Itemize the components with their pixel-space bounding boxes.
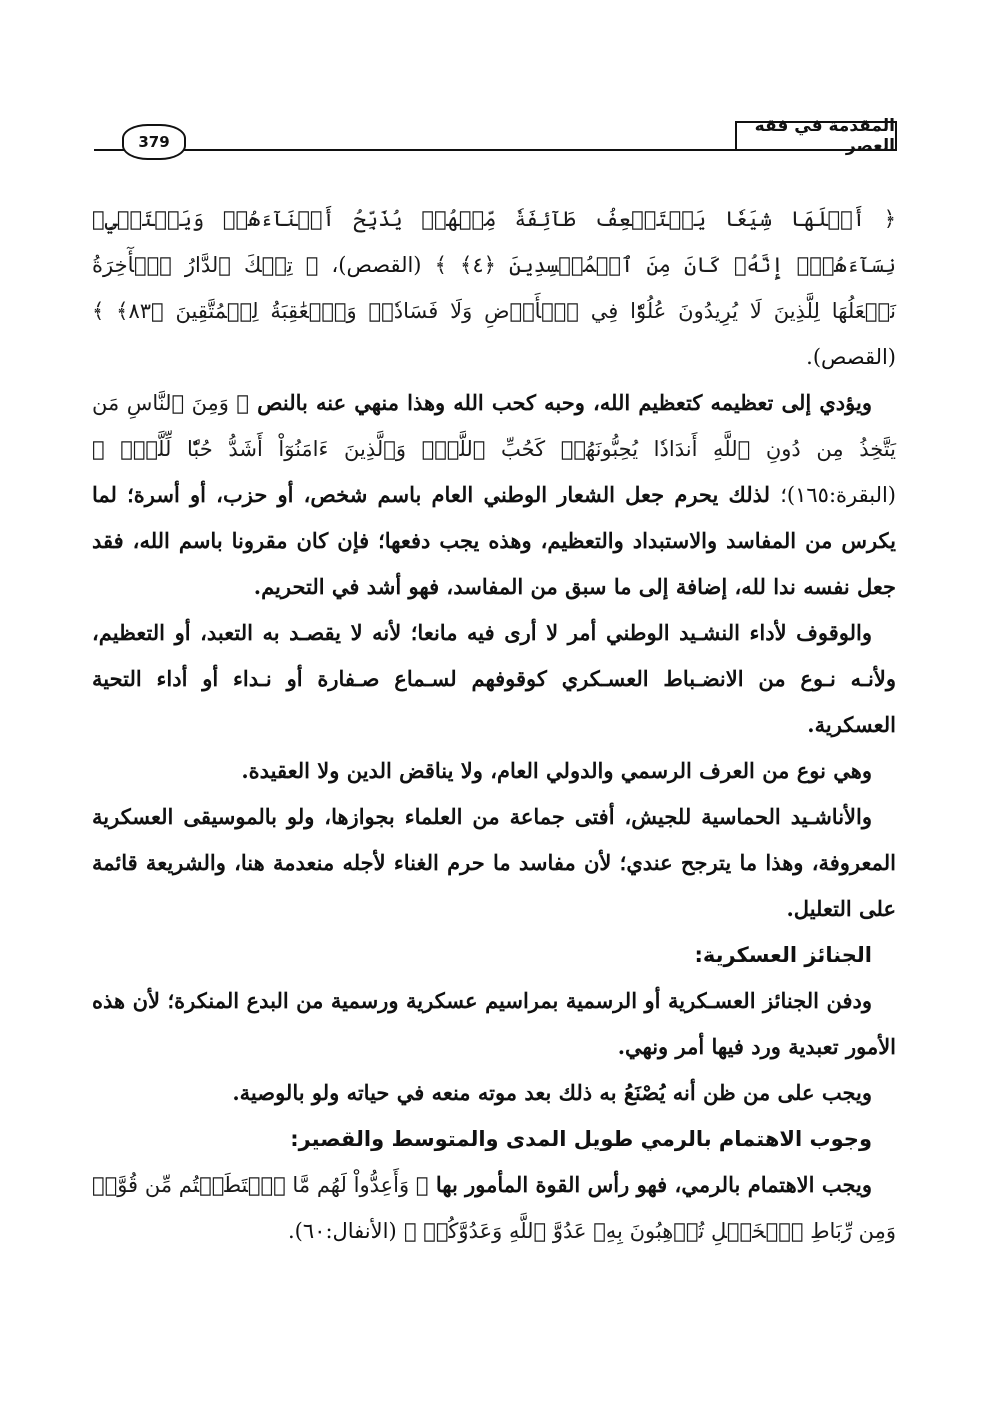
paragraph-verses-qasas <box>92 196 896 380</box>
quran-verse: ﴿ تِلۡكَ ٱلدَّارُ ٱلۡأٓخِرَةُ نَجۡعَلُهَا لِلَّذِينَ لَا يُرِيدُونَ عُلُوّٗا فِي ٱلۡأَرۡضِ وَلَا فَسَادٗاۚ وَٱلۡعَٰقِبَةُ لِلۡمُتَّقِينَ ﴿٨٣﴾ ﴾ <box>92 253 896 323</box>
section-heading-military-funerals: الجنائز العسكرية: <box>694 943 872 967</box>
paragraph-text: ويجب الاهتمام بالرمي، فهو رأس القوة المأمور بها <box>435 1172 872 1197</box>
quran-verse: ﴿ وَأَعِدُّواْ لَهُم مَّا ٱسۡتَطَعۡتُم مِّن قُوَّةٖ وَمِن رِّبَاطِ ٱلۡخَيۡلِ تُرۡهِبُونَ بِهِۦ عَدُوَّ ٱللَّهِ وَعَدُوَّكُمۡ ﴾ <box>92 1173 896 1243</box>
quran-verse: ﴿ أَهۡلَهَا شِيَعٗا يَسۡتَضۡعِفُ طَآئِفَةٗ مِّنۡهُمۡ يُذَبِّحُ أَبۡنَآءَهُمۡ وَيَسۡتَحۡيِۦ نِسَآءَهُمۡۚ إِنَّهُۥ كَانَ مِنَ ٱلۡمُفۡسِدِينَ ﴿٤﴾ ﴾ <box>92 207 896 277</box>
verse-reference: (الأنفال:٦٠). <box>288 1219 397 1243</box>
running-header-title: المقدمة في فقه العصر <box>735 121 897 149</box>
section-heading-shooting: وجوب الاهتمام بالرمي طويل المدى والمتوسط والقصير: <box>290 1127 872 1151</box>
paragraph-custom: وهي نوع من العرف الرسمي والدولي العام، ولا يناقض الدين ولا العقيدة. <box>241 758 872 783</box>
quran-verse: ﴿ وَمِنَ ٱلنَّاسِ مَن يَتَّخِذُ مِن دُونِ ٱللَّهِ أَندَادٗا يُحِبُّونَهُمۡ كَحُبِّ ٱللَّهِۖ وَٱلَّذِينَ ءَامَنُوٓاْ أَشَدُّ حُبّٗا لِّلَّهِۗ ﴾ <box>92 391 896 461</box>
paragraph-funerals: ودفن الجنائز العسـكرية أو الرسمية بمراسيم عسكرية ورسمية من البدع المنكرة؛ لأن هذه الأمور تعبدية ورد فيها أمر ونهي. <box>92 988 896 1059</box>
page-number: 379 <box>122 124 186 160</box>
paragraph-will: ويجب على من ظن أنه يُصْنَعُ به ذلك بعد موته منعه في حياته ولو بالوصية. <box>232 1080 872 1105</box>
page-body <box>92 196 896 1254</box>
verse-reference: (البقرة:١٦٥)؛ <box>780 483 897 507</box>
verse-reference: (القصص). <box>806 345 896 369</box>
verse-reference: (القصص)، <box>331 253 422 277</box>
paragraph-text: ويؤدي إلى تعظيمه كتعظيم الله، وحبه كحب الله وهذا منهي عنه بالنص <box>257 390 872 415</box>
paragraph-national-emblem <box>92 380 896 610</box>
paragraph-military-songs: والأناشـيد الحماسية للجيش، أفتى جماعة من العلماء بجوازها، ولو بالموسيقى العسكرية المعروفة، وهذا ما يترجح عندي؛ لأن مفاسد ما حرم الغناء لأجله منعدمة هنا، والشريعة قائمة على التعليل. <box>92 804 897 921</box>
paragraph-shooting <box>92 1162 896 1254</box>
paragraph-national-anthem: والوقوف لأداء النشـيد الوطني أمر لا أرى فيه مانعا؛ لأنه لا يقصـد به التعبد، أو التعظيم، ولأنـه نـوع من الانضـباط العسـكري كوقوفهم لسـماع صـفارة أو نـداء أو أداء التحية العسكرية. <box>92 620 896 737</box>
paragraph-text: لذلك يحرم جعل الشعار الوطني العام باسم شخص، أو حزب، أو أسرة؛ لما يكرس من المفاسد والاستبداد والتعظيم، وهذه يجب دفعها؛ فإن كان مقرونا باسم الله، فقد جعل نفسه ندا لله، إضافة إلى ما سبق من المفاسد، فهو أشد في التحريم. <box>92 482 896 599</box>
